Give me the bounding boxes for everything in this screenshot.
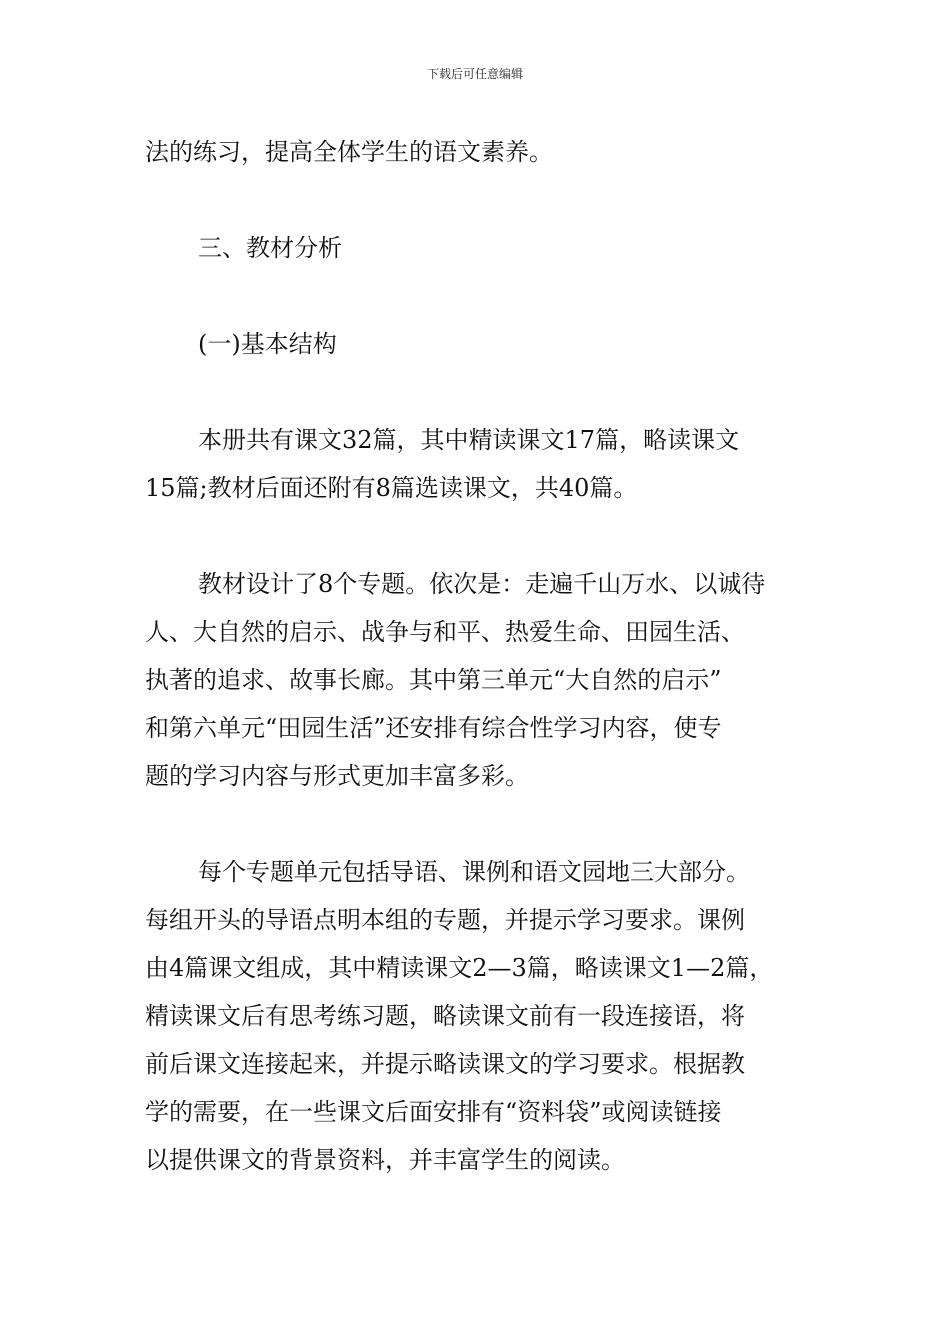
heading-text: 三、教材分析 <box>198 234 342 262</box>
text-line: 前后课文连接起来，并提示略读课文的学习要求。根据教 <box>145 1050 745 1078</box>
text-line: 和第六单元“田园生活”还安排有综合性学习内容，使专 <box>145 714 722 742</box>
text-line: 题的学习内容与形式更加丰富多彩。 <box>145 762 529 790</box>
heading-text: (一)基本结构 <box>198 330 337 358</box>
page-header-note: 下载后可任意编辑 <box>426 67 523 81</box>
subsection-heading <box>145 320 825 368</box>
paragraph-topics <box>145 560 825 800</box>
text-line: 人、大自然的启示、战争与和平、热爱生命、田园生活、 <box>145 618 745 646</box>
text-line: 精读课文后有思考练习题，略读课文前有一段连接语，将 <box>145 1002 745 1030</box>
text-line: 15篇;教材后面还附有8篇选读课文，共40篇。 <box>145 474 638 502</box>
section-heading <box>145 224 825 272</box>
paragraph-unit-structure <box>145 848 825 1184</box>
paragraph-lesson-count <box>145 416 825 512</box>
text-line: 每组开头的导语点明本组的专题，并提示学习要求。课例 <box>145 906 745 934</box>
paragraph-continuation <box>145 128 825 176</box>
text-line: 本册共有课文32篇，其中精读课文17篇，略读课文 <box>198 426 740 454</box>
text-line: 教材设计了8个专题。依次是：走遍千山万水、以诚待 <box>198 570 766 598</box>
text-line: 每个专题单元包括导语、课例和语文园地三大部分。 <box>198 858 750 886</box>
text-line: 法的练习，提高全体学生的语文素养。 <box>145 138 553 166</box>
text-line: 由4篇课文组成，其中精读课文2—3篇，略读课文1—2篇， <box>145 954 774 982</box>
text-line: 学的需要，在一些课文后面安排有“资料袋”或阅读链接 <box>145 1098 722 1126</box>
text-line: 以提供课文的背景资料，并丰富学生的阅读。 <box>145 1146 625 1174</box>
text-line: 执著的追求、故事长廊。其中第三单元“大自然的启示” <box>145 666 722 694</box>
document-body <box>145 128 825 1184</box>
